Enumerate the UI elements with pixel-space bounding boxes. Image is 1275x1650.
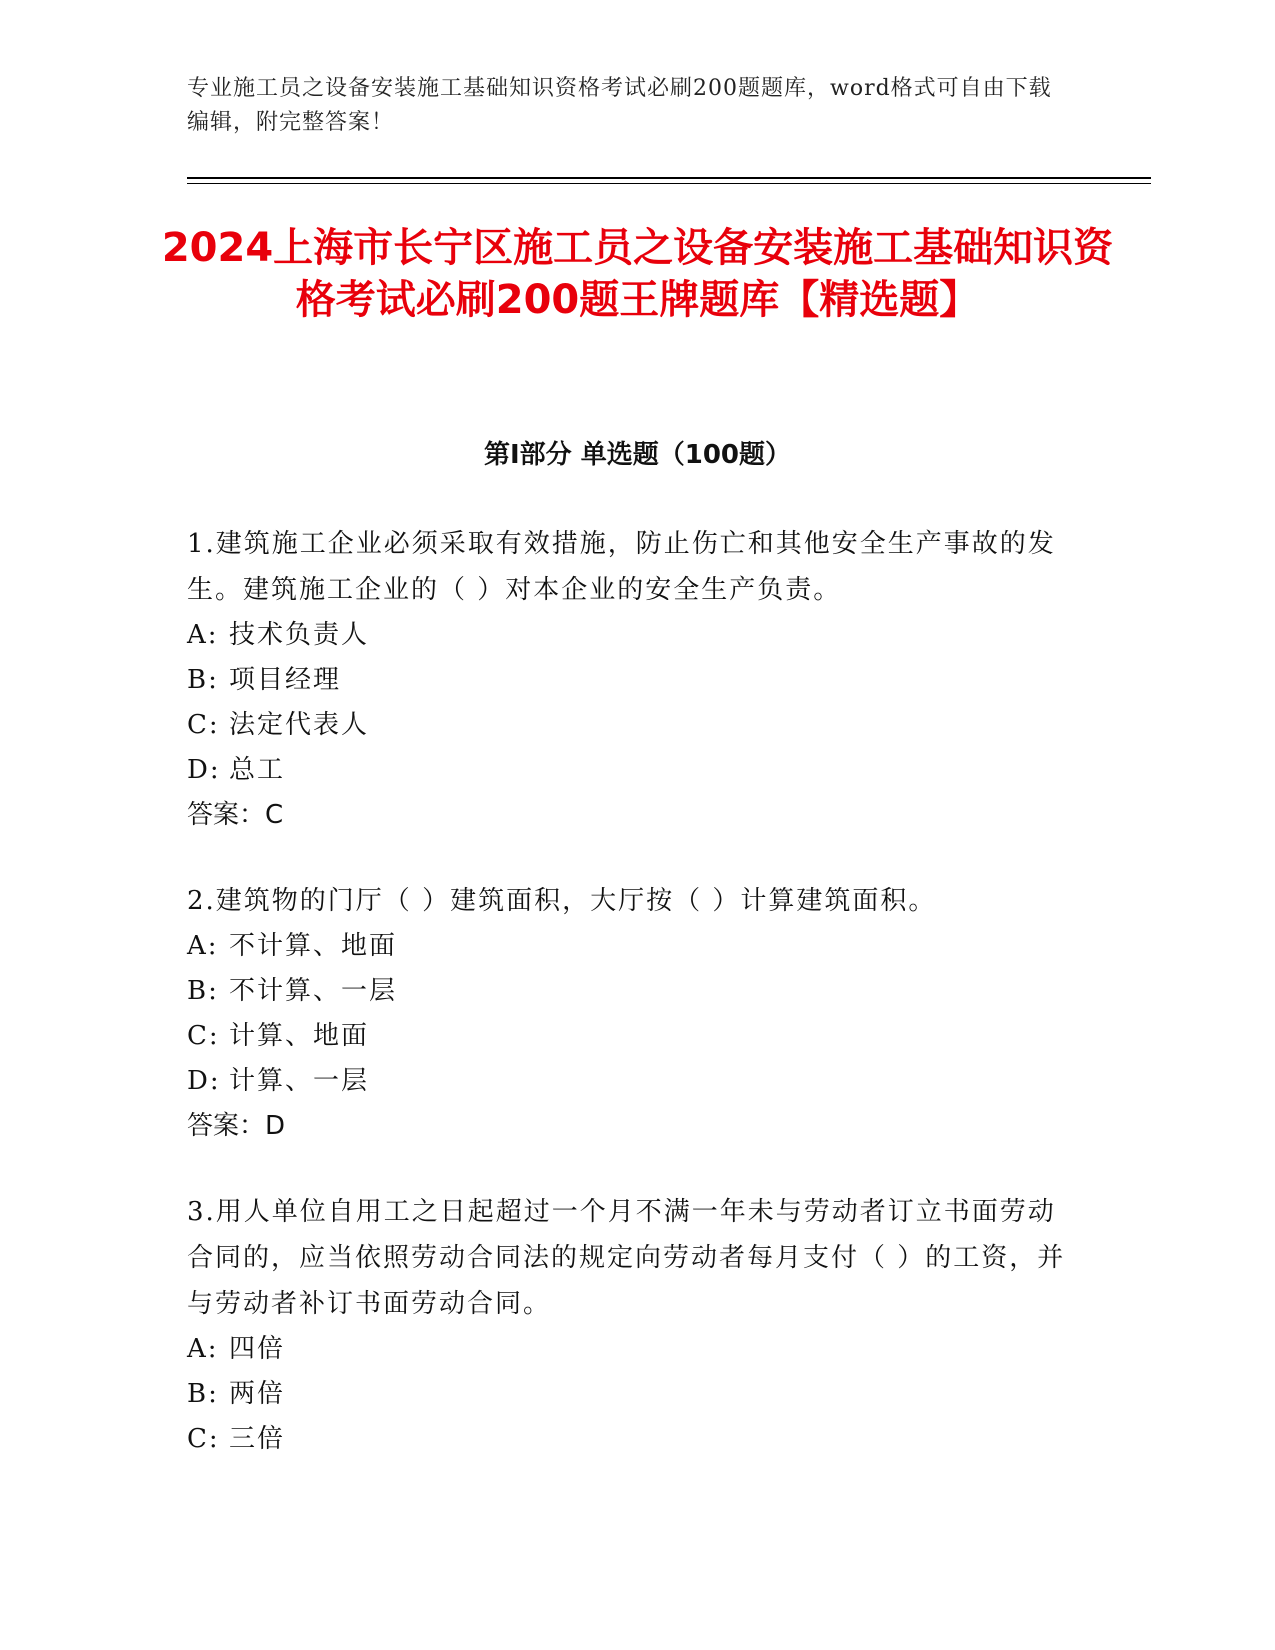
option-c [187,1014,1067,1059]
option-text: 法定代表人 [229,710,370,740]
option-d [187,1059,1067,1104]
option-c [187,703,1067,748]
document-title: 2024上海市长宁区施工员之设备安装施工基础知识资格考试必刷200题王牌题库【精选题】 [161,225,1114,323]
question-stem: 1.建筑施工企业必须采取有效措施，防止伤亡和其他安全生产事故的发生。建筑施工企业的（ ）对本企业的安全生产负责。 [187,529,1056,605]
option-a [187,613,1067,658]
question-list [187,521,1067,1502]
header-divider-thick [187,177,1151,179]
question-stem: 2.建筑物的门厅（ ）建筑面积，大厅按（ ）计算建筑面积。 [187,886,937,916]
option-text: 计算、一层 [229,1066,370,1096]
option-letter: B: [187,976,219,1006]
option-letter: A: [187,931,219,961]
option-letter: B: [187,1379,219,1409]
option-text: 四倍 [229,1334,286,1364]
option-a [187,1327,1067,1372]
question-2 [187,878,1067,1149]
option-text: 不计算、地面 [229,931,398,961]
option-letter: A: [187,1334,219,1364]
option-letter: C: [187,710,220,740]
option-letter: C: [187,1021,220,1051]
option-letter: B: [187,665,219,695]
option-letter: D: [187,755,221,785]
option-text: 计算、地面 [229,1021,370,1051]
option-letter: A: [187,620,219,650]
option-b [187,969,1067,1014]
question-3 [187,1189,1067,1462]
header-note: 专业施工员之设备安装施工基础知识资格考试必刷200题题库，word格式可自由下载编辑，附完整答案！ [187,76,1052,135]
option-b [187,658,1067,703]
option-letter: C: [187,1424,220,1454]
option-text: 三倍 [229,1424,286,1454]
option-text: 总工 [229,755,286,785]
question-1 [187,521,1067,838]
option-text: 不计算、一层 [229,976,398,1006]
option-text: 技术负责人 [229,620,370,650]
header-divider-thin [187,183,1151,184]
option-c [187,1417,1067,1462]
option-a [187,924,1067,969]
answer-line: 答案：D [187,1111,286,1141]
option-text: 项目经理 [229,665,342,695]
option-b [187,1372,1067,1417]
answer-line: 答案：C [187,800,284,830]
option-letter: D: [187,1066,221,1096]
question-stem: 3.用人单位自用工之日起超过一个月不满一年未与劳动者订立书面劳动合同的，应当依照劳动合同法的规定向劳动者每月支付（ ）的工资，并与劳动者补订书面劳动合同。 [187,1197,1066,1319]
section-heading: 第I部分 单选题（100题） [484,440,791,470]
option-d [187,748,1067,793]
option-text: 两倍 [229,1379,286,1409]
